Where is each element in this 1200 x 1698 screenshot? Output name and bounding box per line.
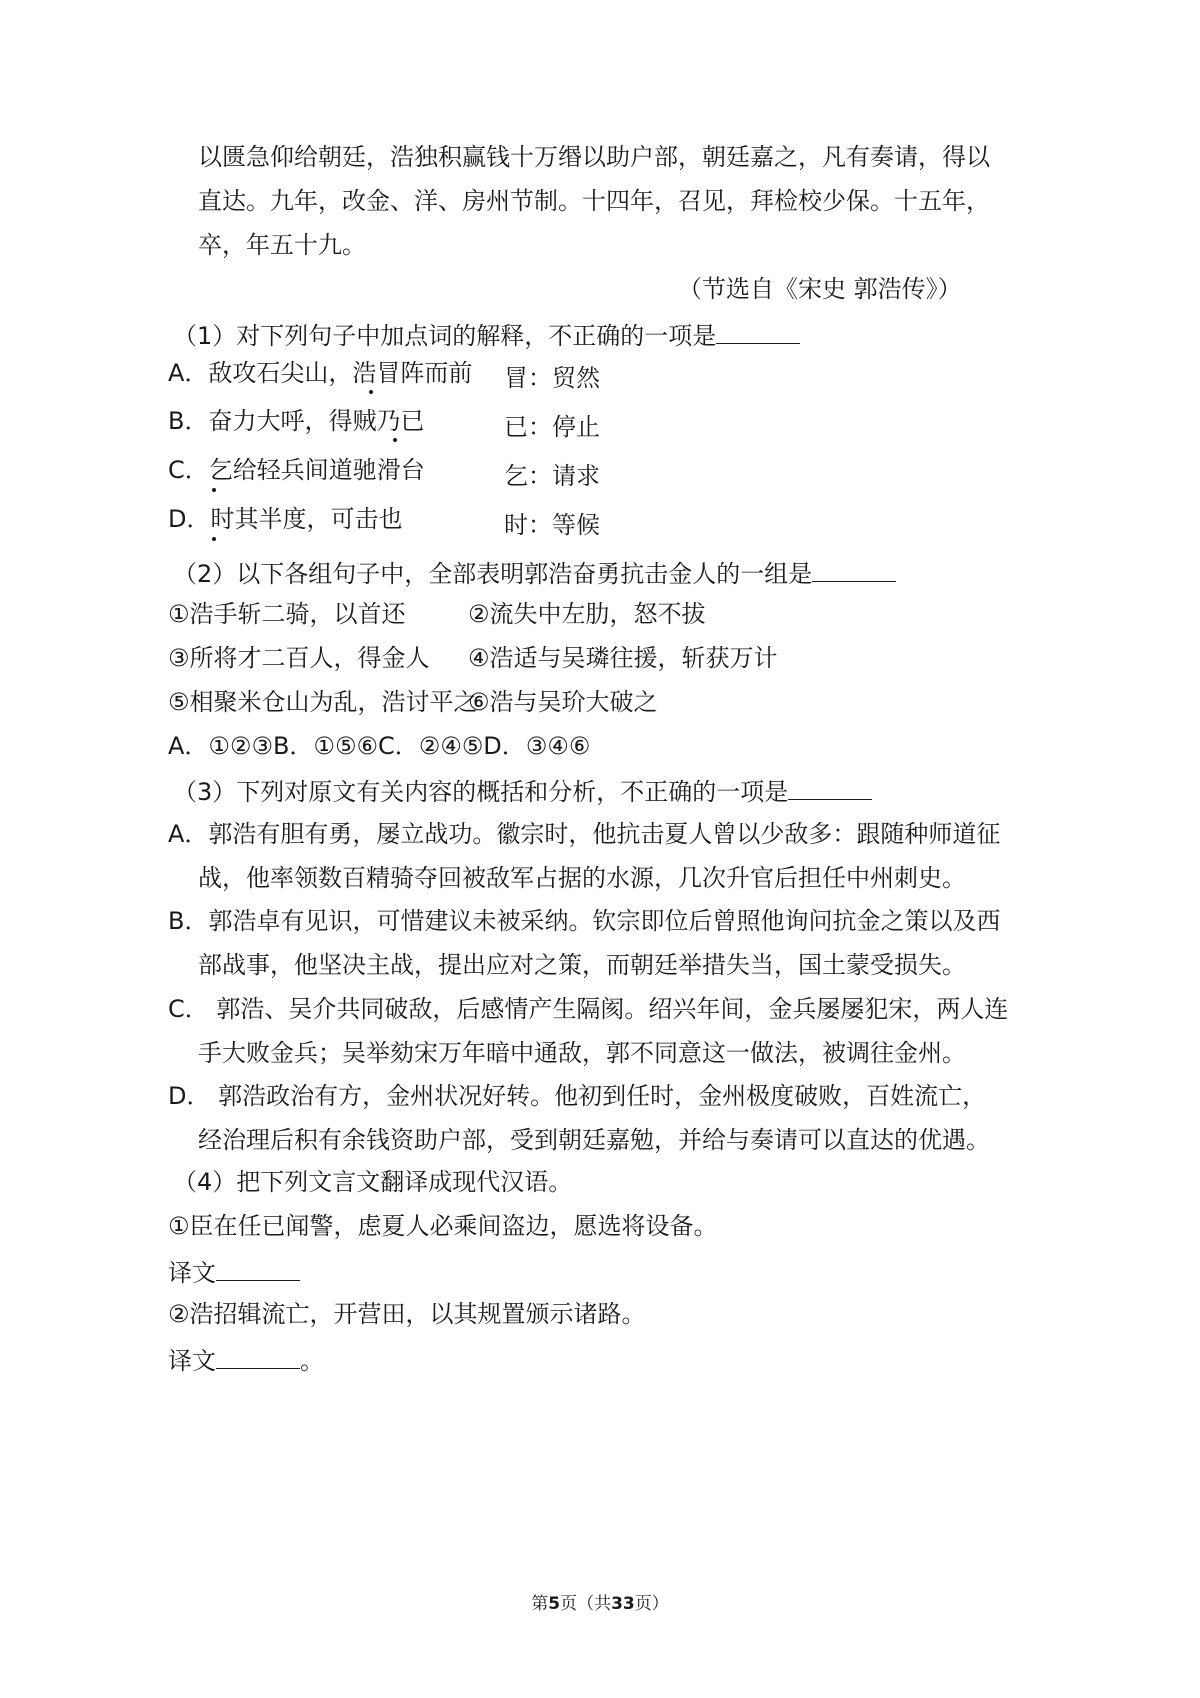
emphasis-dot <box>212 488 216 492</box>
q2-item: ⑤相聚米仓山为乱，浩讨平之 <box>168 688 478 716</box>
option-c-gloss: 乞：请求 <box>504 462 600 490</box>
question-4-stem: （4）把下列文言文翻译成现代汉语。 <box>173 1168 573 1196</box>
question-1-stem: （1）对下列句子中加点词的解释，不正确的一项是 <box>173 317 800 352</box>
page-total: 33 <box>611 1594 635 1614</box>
question-2-stem: （2）以下各组句子中，全部表明郭浩奋勇抗击金人的一组是 <box>173 555 896 590</box>
emphasis-dot <box>393 438 397 442</box>
answer-blank <box>216 1342 300 1369</box>
answer-blank <box>716 317 800 344</box>
option-a-gloss: 冒：贸然 <box>504 364 600 392</box>
q4-sentence-1: ①臣在任已闻警，虑夏人必乘间盗边，愿选将设备。 <box>168 1212 718 1240</box>
q3-option-c: C． 郭浩、吴介共同破敌，后感情产生隔阂。绍兴年间，金兵屡屡犯宋，两人连 <box>168 995 1009 1023</box>
q2-item: ④浩适与吴璘往援，斩获万计 <box>468 644 778 672</box>
passage-line: 卒，年五十九。 <box>198 231 366 259</box>
q3-option-a-cont: 战，他率领数百精骑夺回被敌军占据的水源，几次升官后担任中州刺史。 <box>198 864 966 892</box>
answer-blank <box>788 773 872 800</box>
option-d-gloss: 时：等候 <box>504 511 600 539</box>
passage-line: 直达。九年，改金、洋、房州节制。十四年，召见，拜检校少保。十五年， <box>198 187 990 215</box>
option-d-sentence: D．时其半度，可击也 <box>168 505 403 533</box>
emphasis-dot <box>212 537 216 541</box>
page-footer: 第5页（共33页） <box>531 1594 669 1614</box>
option-c-sentence: C．乞给轻兵间道驰滑台 <box>168 456 425 484</box>
q3-option-a: A．郭浩有胆有勇，屡立战功。徽宗时，他抗击夏人曾以少敌多：跟随种师道征 <box>168 820 1001 848</box>
page-number: 5 <box>548 1594 561 1614</box>
q2-item: ②流失中左肋，怒不拔 <box>468 600 706 628</box>
passage-line: 以匮急仰给朝廷，浩独积赢钱十万缗以助户部，朝廷嘉之，凡有奏请，得以 <box>198 143 990 171</box>
option-a-sentence: A．敌攻石尖山，浩冒阵而前 <box>168 359 473 387</box>
q3-option-b: B．郭浩卓有见识，可惜建议未被采纳。钦宗即位后曾照他询问抗金之策以及西 <box>168 907 1001 935</box>
q2-choices: A．①②③B．①⑤⑥C．②④⑤D．③④⑥ <box>168 732 591 760</box>
q3-option-c-cont: 手大败金兵；吴举劾宋万年暗中通敌，郭不同意这一做法，被调往金州。 <box>198 1039 966 1067</box>
option-b-gloss: 已：停止 <box>504 413 600 441</box>
option-b-sentence: B．奋力大呼，得贼乃已 <box>168 407 425 435</box>
q2-item: ⑥浩与吴玠大破之 <box>468 688 658 716</box>
q3-option-d-cont: 经治理后积有余钱资助户部，受到朝廷嘉勉，并给与奏请可以直达的优遇。 <box>198 1126 990 1154</box>
q2-item: ①浩手斩二骑，以首还 <box>168 600 406 628</box>
q4-sentence-2: ②浩招辑流亡，开营田，以其规置颁示诸路。 <box>168 1300 646 1328</box>
question-3-stem: （3）下列对原文有关内容的概括和分析，不正确的一项是 <box>173 773 872 808</box>
q2-item: ③所将才二百人，得金人 <box>168 644 430 672</box>
q3-option-d: D． 郭浩政治有方，金州状况好转。他初到任时，金州极度破败，百姓流亡， <box>168 1082 987 1110</box>
translation-line-2: 译文 。 <box>168 1342 324 1377</box>
emphasis-dot <box>369 390 373 394</box>
answer-blank <box>812 555 896 582</box>
translation-line-1: 译文 <box>168 1254 300 1289</box>
answer-blank <box>216 1254 300 1281</box>
q3-option-b-cont: 部战事，他坚决主战，提出应对之策，而朝廷举措失当，国土蒙受损失。 <box>198 951 966 979</box>
passage-source: （节选自《宋史 郭浩传》） <box>678 275 962 303</box>
